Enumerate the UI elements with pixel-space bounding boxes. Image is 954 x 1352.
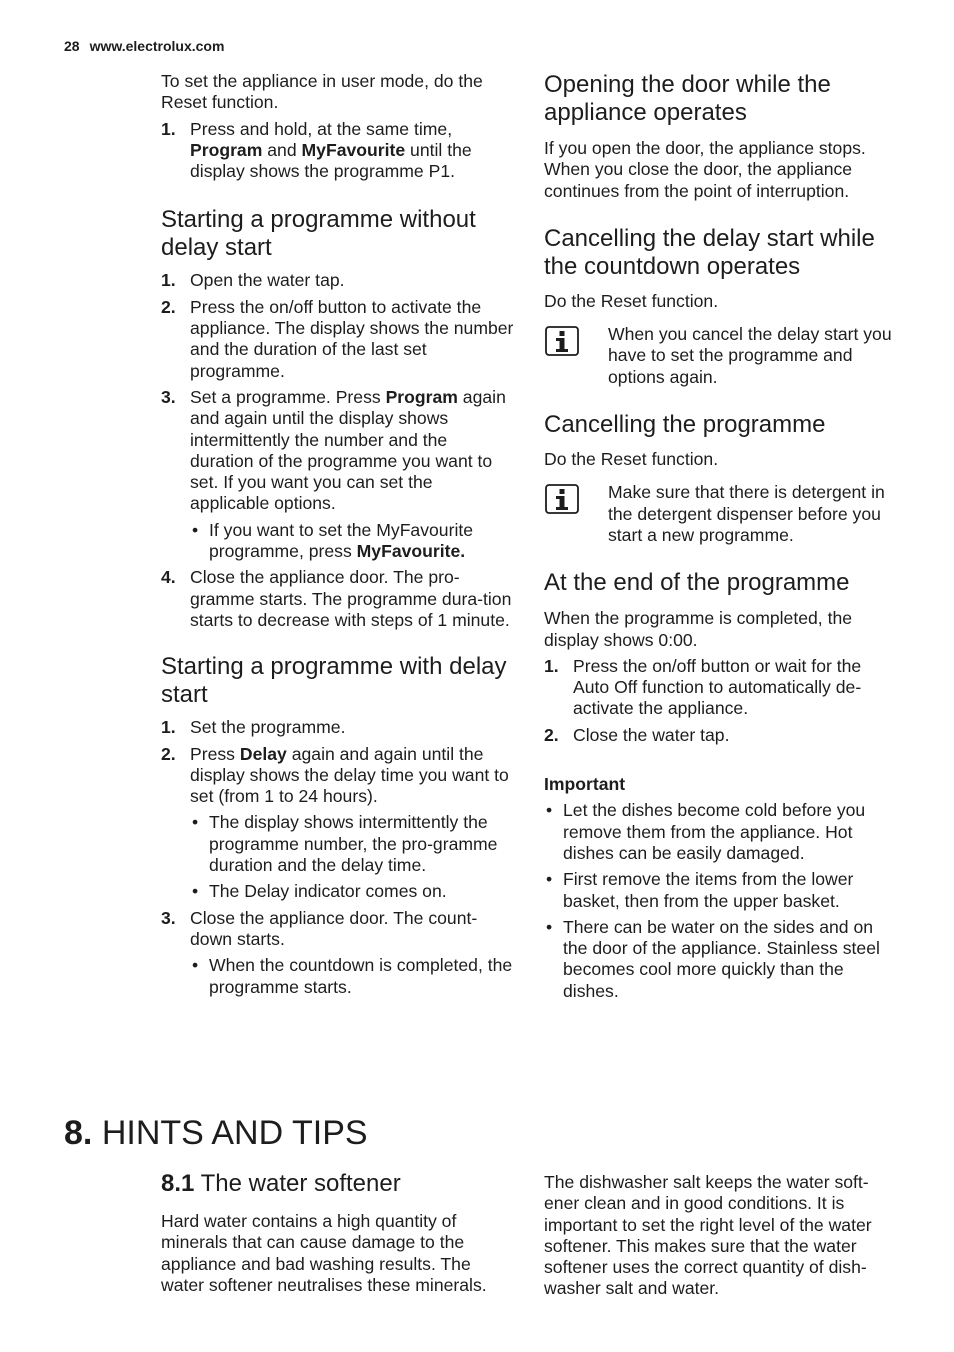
water-softener-text-1: Hard water contains a high quantity of minerals that can cause damage to the appliance and bad washing results. The water softener neutralises these minerals. — [161, 1211, 487, 1295]
no-delay-steps — [161, 270, 515, 631]
bullet-item: • The Delay indicator comes on. — [190, 881, 515, 902]
bullet-item: • Let the dishes become cold before you remove them from the appliance. Hot dishes can be easily damaged. — [544, 800, 900, 864]
water-softener-text-2: The dishwasher salt keeps the water soft-ener clean and in good conditions. It is important to set the right level of the water softener. This makes sure that the water softener uses the correct quantity of dish-washer salt and water. — [544, 1172, 872, 1299]
bullet-item: • First remove the items from the lower basket, then from the upper basket. — [544, 869, 900, 912]
section-title-cancel-delay: Cancelling the delay start while the countdown operates — [544, 224, 875, 280]
cancel-programme-text: Do the Reset function. — [544, 449, 719, 470]
bullet-list — [190, 812, 515, 902]
section-title-with-delay: Starting a programme with delay start — [161, 653, 507, 709]
opening-door-text: If you open the door, the appliance stops. When you close the door, the appliance continues from the point of interruption. — [544, 138, 866, 201]
step-item: 2. Close the water tap. — [544, 724, 730, 745]
with-delay-steps — [161, 717, 515, 998]
right-column — [544, 71, 900, 1002]
site-url: www.electrolux.com — [89, 38, 225, 54]
step-item: 4. Close the appliance door. The pro-gramme starts. The programme dura-tion starts to decrease with steps of 1 minute. — [161, 567, 512, 630]
cancel-delay-text: Do the Reset function. — [544, 290, 719, 311]
info-note — [544, 482, 900, 546]
step-item: 2. Press Delay again and again until the display shows the delay time you want to set (from 1 to 24 hours). • The display shows intermittently the programme number, the pro-gramme duration and the delay time. • The Delay indicator comes on. — [161, 744, 515, 903]
user-mode-steps — [161, 119, 515, 183]
chapter-title: HINTS AND TIPS — [101, 1114, 368, 1152]
bullet-item: • When the countdown is completed, the programme starts. — [190, 955, 515, 998]
step-item: 2. Press the on/off button to activate the appliance. The display shows the number and the duration of the last set programme. — [161, 296, 514, 381]
info-icon — [545, 326, 579, 356]
subsection-number: 8.1 — [161, 1170, 195, 1197]
end-programme-steps — [544, 656, 900, 746]
bullet-list — [190, 520, 515, 563]
chapter-number: 8. — [64, 1114, 93, 1152]
left-column — [161, 71, 515, 998]
step-item: 1. Press and hold, at the same time, Program and MyFavourite until the display shows the programme P1. — [161, 118, 472, 182]
step-item: 3. Set a programme. Press Program again and again until the display shows intermittently the number and the duration of the programme you want to set. If you want you can set the applicable options. • If you want to set the MyFavourite programme, press MyFavourite. — [161, 387, 515, 562]
important-heading: Important — [544, 774, 626, 795]
section-title-opening-door: Opening the door while the appliance operates — [544, 71, 831, 126]
user-mode-intro: To set the appliance in user mode, do the Reset function. — [161, 71, 483, 113]
info-icon — [545, 484, 579, 514]
step-item: 1. Set the programme. — [161, 717, 346, 738]
bullet-item: • If you want to set the MyFavourite programme, press MyFavourite. — [190, 520, 515, 563]
bullet-item: • The display shows intermittently the programme number, the pro-gramme duration and the delay time. — [190, 812, 515, 876]
water-softener-left — [161, 1170, 515, 1296]
chapter-heading — [64, 1113, 368, 1153]
end-programme-text: When the programme is completed, the display shows 0:00. — [544, 608, 853, 650]
section-title-end-programme: At the end of the programme — [544, 569, 850, 597]
step-item: 1. Press the on/off button or wait for the Auto Off function to automatically de-activate the appliance. — [544, 655, 862, 719]
note-text: When you cancel the delay start you have to set the programme and options again. — [608, 324, 892, 387]
water-softener-right — [544, 1172, 900, 1300]
step-item: 3. Close the appliance door. The count-down starts. • When the countdown is completed, the programme starts. — [161, 908, 515, 998]
page-number: 28 — [64, 38, 80, 54]
page-header — [64, 38, 224, 54]
step-item: 1. Open the water tap. — [161, 270, 345, 291]
info-note — [544, 324, 900, 388]
section-title-cancel-programme: Cancelling the programme — [544, 411, 826, 439]
note-text: Make sure that there is detergent in the detergent dispenser before you start a new programme. — [608, 482, 885, 545]
important-list — [544, 800, 900, 1002]
subsection-title: The water softener — [200, 1170, 401, 1197]
bullet-list — [190, 955, 515, 998]
bullet-item: • There can be water on the sides and on the door of the appliance. Stainless steel becomes cool more quickly than the dishes. — [544, 917, 900, 1002]
section-title-no-delay: Starting a programme without delay start — [161, 206, 476, 262]
subsection-heading — [161, 1170, 515, 1198]
